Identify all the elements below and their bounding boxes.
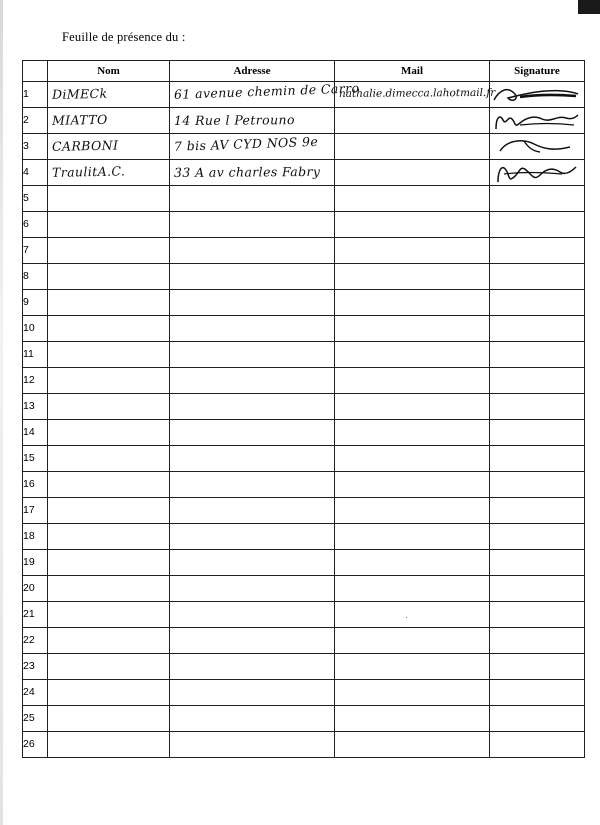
cell-nom-text (48, 690, 169, 693)
scan-left-edge (0, 0, 3, 825)
row-number: 7 (23, 238, 48, 264)
row-number: 5 (23, 186, 48, 212)
cell-mail[interactable] (335, 394, 490, 420)
cell-mail-text (335, 743, 489, 744)
cell-nom-text: CARBONI (51, 137, 119, 154)
cell-adresse-text (170, 713, 334, 719)
table-row (23, 160, 585, 186)
table-row (23, 732, 585, 758)
cell-adresse[interactable] (170, 654, 335, 680)
cell-nom[interactable] (48, 368, 170, 394)
cell-mail-text (335, 249, 489, 250)
cell-mail[interactable] (335, 316, 490, 342)
table-row (23, 394, 585, 420)
row-number: 26 (23, 732, 48, 758)
cell-adresse-text (170, 505, 334, 511)
cell-signature[interactable] (490, 732, 585, 758)
cell-nom[interactable] (48, 732, 170, 758)
cell-adresse-text (170, 483, 334, 484)
cell-signature[interactable] (490, 368, 585, 394)
cell-mail[interactable] (335, 680, 490, 706)
row-number: 13 (23, 394, 48, 420)
cell-adresse[interactable] (170, 628, 335, 654)
row-number: 6 (23, 212, 48, 238)
table-row (23, 524, 585, 550)
row-number: 3 (23, 134, 48, 160)
cell-nom[interactable] (48, 316, 170, 342)
cell-nom[interactable] (48, 134, 170, 160)
cell-adresse[interactable] (170, 420, 335, 446)
cell-mail[interactable] (335, 446, 490, 472)
row-number: 1 (23, 82, 48, 108)
row-number: 9 (23, 290, 48, 316)
cell-mail-text (335, 275, 489, 276)
cell-nom-text (48, 274, 169, 277)
cell-adresse[interactable] (170, 290, 335, 316)
cell-nom[interactable] (48, 342, 170, 368)
cell-adresse-text: 61 avenue chemin de Carro (173, 80, 360, 102)
cell-signature[interactable] (490, 602, 585, 628)
cell-signature[interactable] (490, 186, 585, 212)
cell-nom[interactable] (48, 446, 170, 472)
cell-signature[interactable] (490, 212, 585, 238)
cell-nom-text (48, 430, 169, 433)
cell-mail[interactable] (335, 576, 490, 602)
cell-nom[interactable] (48, 628, 170, 654)
cell-nom[interactable] (48, 186, 170, 212)
cell-adresse-text: 33 A av charles Fabry (173, 163, 321, 180)
cell-adresse-text: 7 bis AV CYD NOS 9e (173, 133, 319, 154)
row-number: 4 (23, 160, 48, 186)
table-row (23, 420, 585, 446)
cell-nom-text (48, 300, 169, 303)
cell-nom-text (48, 638, 169, 641)
cell-adresse[interactable] (170, 602, 335, 628)
cell-signature[interactable] (490, 134, 585, 160)
cell-adresse[interactable] (170, 732, 335, 758)
signature-scribble-3 (490, 135, 584, 159)
cell-nom-text (48, 378, 169, 381)
cell-nom[interactable] (48, 160, 170, 186)
cell-nom[interactable] (48, 524, 170, 550)
cell-nom-text (48, 196, 169, 199)
table-row (23, 238, 585, 264)
cell-mail[interactable] (335, 134, 490, 160)
cell-mail[interactable] (335, 342, 490, 368)
cell-nom-text: TraulitA.C. (51, 163, 126, 180)
page-title: Feuille de présence du : (62, 30, 186, 44)
cell-adresse[interactable] (170, 498, 335, 524)
cell-signature[interactable] (490, 446, 585, 472)
cell-mail[interactable] (335, 290, 490, 316)
signature-scribble-2 (490, 109, 584, 133)
cell-adresse[interactable] (170, 134, 335, 160)
table-row (23, 654, 585, 680)
cell-adresse-text: 14 Rue l Petrouno (173, 112, 295, 128)
cell-mail-text (335, 301, 489, 302)
table-row (23, 82, 585, 108)
table-header-row (23, 61, 585, 82)
cell-adresse-text (170, 297, 334, 303)
attendance-sheet (22, 60, 560, 758)
cell-nom-text (48, 482, 169, 485)
table-header (23, 61, 585, 82)
cell-adresse-text (170, 609, 334, 615)
row-number: 16 (23, 472, 48, 498)
cell-mail[interactable] (335, 602, 490, 628)
cell-nom[interactable] (48, 212, 170, 238)
table-row (23, 628, 585, 654)
cell-mail[interactable] (335, 420, 490, 446)
cell-nom-text (48, 456, 169, 459)
cell-signature[interactable] (490, 472, 585, 498)
cell-nom[interactable] (48, 108, 170, 134)
column-header-signature: Signature (490, 61, 585, 82)
cell-adresse-text (170, 535, 334, 536)
cell-signature[interactable] (490, 524, 585, 550)
row-number: 2 (23, 108, 48, 134)
row-number: 12 (23, 368, 48, 394)
cell-signature[interactable] (490, 420, 585, 446)
cell-adresse-text (170, 587, 334, 588)
cell-signature[interactable] (490, 108, 585, 134)
cell-nom-text (48, 326, 169, 329)
cell-mail-text (335, 561, 489, 562)
row-number: 11 (23, 342, 48, 368)
cell-adresse[interactable] (170, 550, 335, 576)
row-number: 24 (23, 680, 48, 706)
cell-adresse-text (170, 193, 334, 199)
cell-nom[interactable] (48, 576, 170, 602)
signature-scribble-1 (490, 83, 584, 107)
cell-adresse[interactable] (170, 316, 335, 342)
cell-mail-text: nathalie.dimecca.lahotmail.fr (338, 86, 496, 100)
cell-nom-text (48, 248, 169, 251)
column-header-adresse: Adresse (170, 61, 335, 82)
cell-nom-text (48, 352, 169, 355)
row-number: 8 (23, 264, 48, 290)
cell-signature[interactable] (490, 654, 585, 680)
cell-signature[interactable] (490, 628, 585, 654)
table-row (23, 576, 585, 602)
cell-adresse-text (170, 349, 334, 355)
cell-adresse[interactable] (170, 264, 335, 290)
cell-mail-text (335, 379, 489, 380)
stray-ink-dot: · (405, 612, 408, 622)
table-row (23, 342, 585, 368)
table-row (23, 186, 585, 212)
column-header-index (23, 61, 48, 82)
cell-nom[interactable] (48, 602, 170, 628)
cell-adresse[interactable] (170, 238, 335, 264)
cell-adresse-text (170, 453, 334, 459)
cell-adresse[interactable] (170, 394, 335, 420)
cell-adresse-text (170, 327, 334, 328)
cell-nom-text (48, 664, 169, 667)
cell-adresse[interactable] (170, 524, 335, 550)
row-number: 18 (23, 524, 48, 550)
row-number: 15 (23, 446, 48, 472)
row-number: 19 (23, 550, 48, 576)
cell-adresse[interactable] (170, 576, 335, 602)
cell-mail[interactable] (335, 550, 490, 576)
cell-signature[interactable] (490, 498, 585, 524)
cell-mail-text (335, 431, 489, 432)
row-number: 22 (23, 628, 48, 654)
cell-mail[interactable] (335, 238, 490, 264)
cell-signature[interactable] (490, 264, 585, 290)
cell-mail[interactable] (335, 186, 490, 212)
cell-nom-text (48, 222, 169, 225)
cell-mail[interactable] (335, 498, 490, 524)
cell-signature[interactable] (490, 550, 585, 576)
row-number: 17 (23, 498, 48, 524)
table-row (23, 108, 585, 134)
cell-signature[interactable] (490, 342, 585, 368)
cell-nom[interactable] (48, 238, 170, 264)
row-number: 23 (23, 654, 48, 680)
table-row (23, 472, 585, 498)
cell-nom[interactable] (48, 550, 170, 576)
table-row (23, 290, 585, 316)
cell-mail[interactable] (335, 264, 490, 290)
cell-signature[interactable] (490, 706, 585, 732)
cell-adresse-text (170, 275, 334, 276)
cell-adresse[interactable] (170, 212, 335, 238)
cell-nom-text (48, 586, 169, 589)
attendance-table (22, 60, 585, 758)
row-number: 21 (23, 602, 48, 628)
cell-nom-text (48, 560, 169, 563)
table-row (23, 264, 585, 290)
cell-nom-text (48, 612, 169, 615)
cell-signature[interactable] (490, 576, 585, 602)
cell-adresse[interactable] (170, 342, 335, 368)
cell-mail[interactable] (335, 628, 490, 654)
cell-adresse-text (170, 223, 334, 224)
cell-mail-text (335, 119, 489, 120)
cell-signature[interactable] (490, 290, 585, 316)
cell-mail-text (335, 717, 489, 718)
cell-nom-text (48, 716, 169, 719)
cell-adresse[interactable] (170, 446, 335, 472)
cell-mail-text (335, 197, 489, 198)
cell-adresse[interactable] (170, 368, 335, 394)
table-row (23, 134, 585, 160)
cell-mail[interactable] (335, 368, 490, 394)
cell-adresse[interactable] (170, 186, 335, 212)
cell-mail[interactable] (335, 654, 490, 680)
cell-adresse[interactable] (170, 472, 335, 498)
cell-mail-text (335, 483, 489, 484)
cell-mail[interactable] (335, 212, 490, 238)
cell-nom[interactable] (48, 264, 170, 290)
table-row (23, 498, 585, 524)
cell-nom[interactable] (48, 472, 170, 498)
cell-mail-text (335, 145, 489, 146)
cell-adresse-text (170, 743, 334, 744)
cell-mail-text (335, 353, 489, 354)
cell-adresse-text (170, 661, 334, 667)
cell-mail-text (335, 535, 489, 536)
cell-signature[interactable] (490, 160, 585, 186)
column-header-mail: Mail (335, 61, 490, 82)
table-row (23, 680, 585, 706)
cell-signature[interactable] (490, 82, 585, 108)
table-row (23, 368, 585, 394)
cell-signature[interactable] (490, 680, 585, 706)
cell-nom[interactable] (48, 706, 170, 732)
cell-nom-text: MIATTO (51, 111, 108, 128)
cell-mail-text (335, 171, 489, 172)
cell-mail-text (335, 639, 489, 640)
cell-mail[interactable] (335, 472, 490, 498)
cell-mail-text (335, 457, 489, 458)
table-row (23, 316, 585, 342)
cell-mail-text (335, 405, 489, 406)
cell-nom-text (48, 508, 169, 511)
cell-adresse-text (170, 639, 334, 640)
cell-adresse-text (170, 691, 334, 692)
cell-adresse[interactable] (170, 108, 335, 134)
scan-corner-artifact (578, 0, 600, 14)
cell-nom-text (48, 534, 169, 537)
cell-mail[interactable] (335, 706, 490, 732)
cell-mail[interactable] (335, 524, 490, 550)
cell-nom[interactable] (48, 654, 170, 680)
cell-nom[interactable] (48, 680, 170, 706)
cell-mail-text (335, 665, 489, 666)
cell-nom[interactable] (48, 290, 170, 316)
cell-nom-text (48, 742, 169, 745)
cell-mail-text (335, 509, 489, 510)
cell-mail[interactable] (335, 732, 490, 758)
cell-signature[interactable] (490, 316, 585, 342)
cell-adresse[interactable] (170, 706, 335, 732)
cell-nom-text (48, 404, 169, 407)
column-header-nom: Nom (48, 61, 170, 82)
cell-nom[interactable] (48, 420, 170, 446)
cell-mail-text (335, 613, 489, 614)
table-row (23, 550, 585, 576)
cell-mail[interactable] (335, 160, 490, 186)
cell-nom-text: DiMECk (51, 85, 108, 102)
cell-adresse-text (170, 379, 334, 380)
table-row (23, 706, 585, 732)
cell-mail-text (335, 691, 489, 692)
cell-adresse[interactable] (170, 680, 335, 706)
signature-scribble-4 (490, 161, 584, 185)
row-number: 10 (23, 316, 48, 342)
cell-adresse-text (170, 401, 334, 407)
cell-adresse[interactable] (170, 160, 335, 186)
table-row (23, 602, 585, 628)
cell-signature[interactable] (490, 238, 585, 264)
cell-mail[interactable] (335, 108, 490, 134)
row-number: 14 (23, 420, 48, 446)
cell-adresse-text (170, 557, 334, 563)
cell-mail-text (335, 587, 489, 588)
cell-nom[interactable] (48, 394, 170, 420)
cell-nom[interactable] (48, 498, 170, 524)
cell-adresse-text (170, 245, 334, 251)
table-body (23, 82, 585, 758)
row-number: 25 (23, 706, 48, 732)
cell-adresse-text (170, 431, 334, 432)
row-number: 20 (23, 576, 48, 602)
table-row (23, 446, 585, 472)
cell-mail-text (335, 223, 489, 224)
cell-signature[interactable] (490, 394, 585, 420)
table-row (23, 212, 585, 238)
cell-mail-text (335, 327, 489, 328)
cell-nom[interactable] (48, 82, 170, 108)
cell-adresse[interactable] (170, 80, 360, 108)
